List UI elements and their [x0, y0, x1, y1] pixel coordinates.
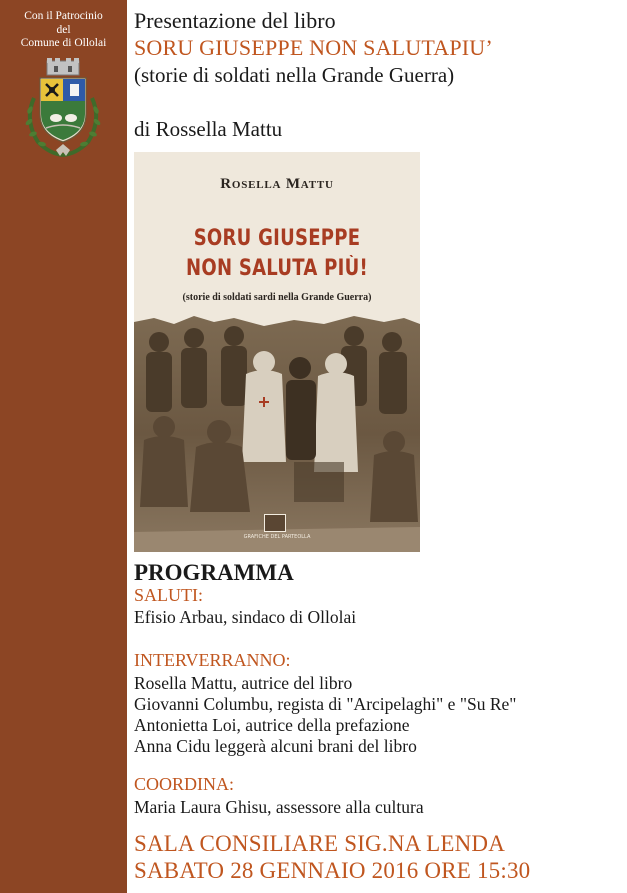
patronage-line: Comune di Ollolai — [20, 37, 107, 49]
cover-title-line: NON SALUTA PIÙ! — [186, 256, 368, 281]
cover-title-line: SORU GIUSEPPE — [193, 226, 361, 251]
sidebar — [0, 0, 127, 893]
publisher-logo-icon — [264, 514, 286, 532]
patronage-text — [0, 10, 127, 51]
moderator-label: COORDINA: — [134, 774, 235, 794]
programme-heading: PROGRAMMA — [134, 560, 294, 585]
municipal-crest-icon — [20, 58, 106, 158]
event-venue: SALA CONSILIARE SIG.NA LENDA — [134, 831, 506, 856]
greetings-label: SALUTI: — [134, 585, 203, 605]
presentation-heading: Presentazione del libro — [134, 8, 336, 33]
speakers-label: INTERVERRANNO: — [134, 650, 291, 670]
event-date: SABATO 28 GENNAIO 2016 ORE 15:30 — [134, 858, 531, 883]
book-author: di Rossella Mattu — [134, 117, 283, 141]
book-title: SORU GIUSEPPE NON SALUTAPIU’ — [134, 35, 493, 60]
speaker-item: Antonietta Loi, autrice della prefazione — [134, 715, 410, 735]
cover-subtitle: (storie di soldati sardi nella Grande Guerra) — [182, 292, 372, 303]
cover-author: Rosella Mattu — [220, 176, 334, 192]
publisher-name: GRAFICHE DEL PARTEOLLA — [243, 534, 311, 540]
greetings-item: Efisio Arbau, sindaco di Ollolai — [134, 607, 357, 627]
moderator-item: Maria Laura Ghisu, assessore alla cultura — [134, 797, 424, 817]
book-subtitle: (storie di soldati nella Grande Guerra) — [134, 63, 455, 87]
book-cover — [134, 152, 420, 552]
patronage-line: Con il Patrocinio — [24, 10, 103, 22]
patronage-line: del — [56, 23, 71, 36]
speaker-item: Rosella Mattu, autrice del libro — [134, 673, 353, 693]
speaker-item: Giovanni Columbu, regista di "Arcipelaghi" e "Su Re" — [134, 694, 517, 714]
speaker-item: Anna Cidu leggerà alcuni brani del libro — [134, 736, 417, 756]
